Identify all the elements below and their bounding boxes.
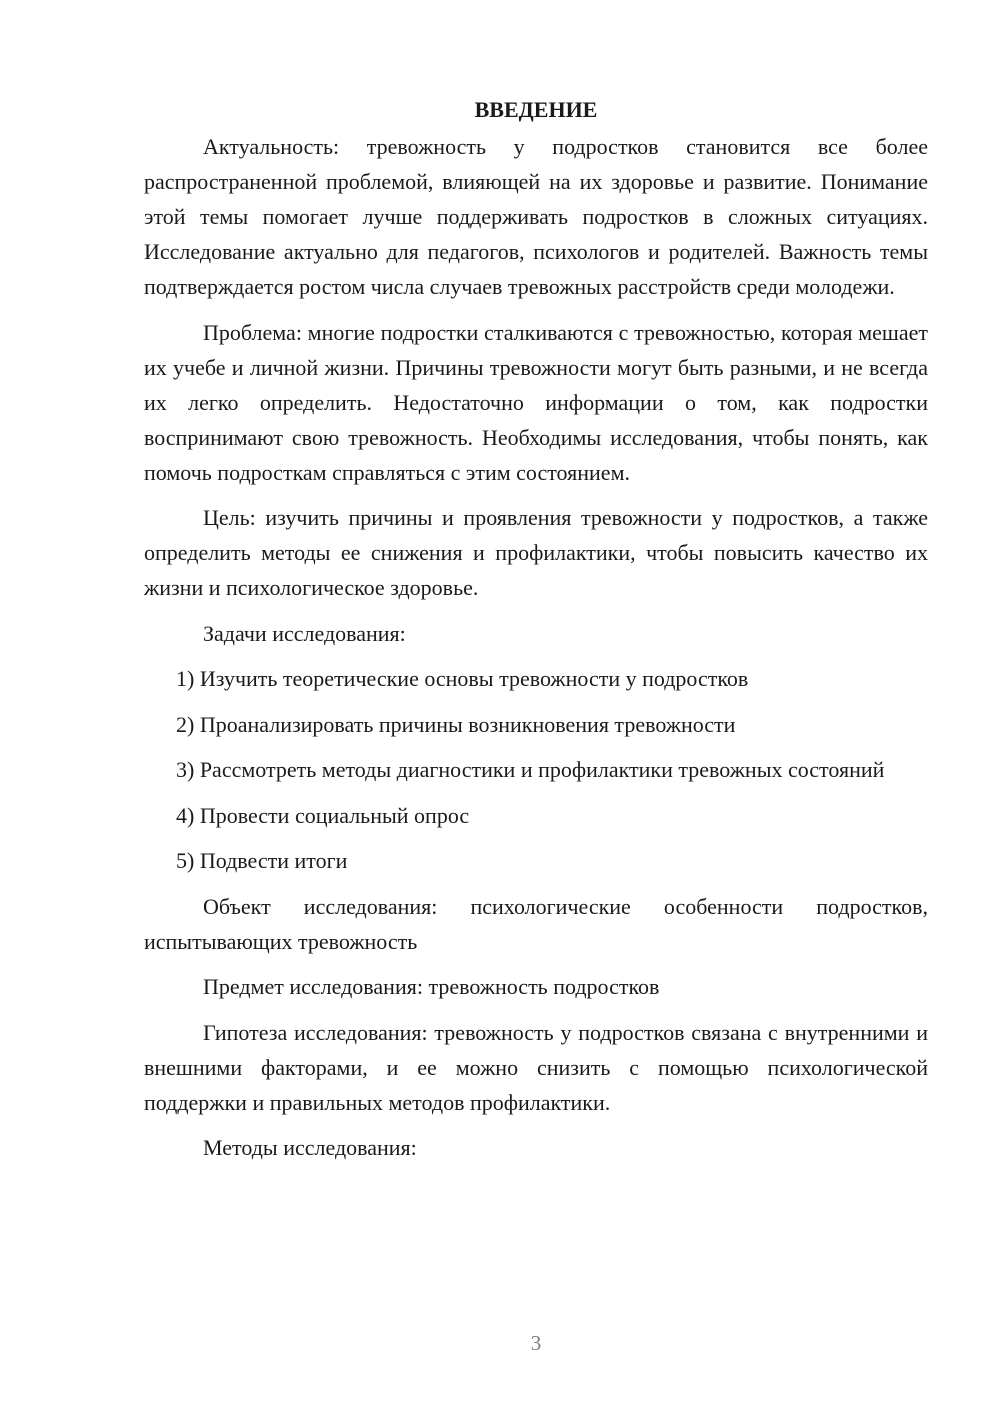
paragraph-goal: Цель: изучить причины и проявления тревожности у подростков, а также определить методы ее снижения и профилактики, чтобы повысить качество их жизни и психологическое здоровье. [144, 505, 928, 600]
list-item-task-3: 3) Рассмотреть методы диагностики и профилактики тревожных состояний [176, 757, 885, 782]
task-list [144, 661, 928, 878]
list-item-task-1: 1) Изучить теоретические основы тревожности у подростков [176, 666, 749, 691]
page-content [144, 92, 928, 1176]
list-item-task-4: 4) Провести социальный опрос [176, 802, 470, 828]
list-item-task-2: 2) Проанализировать причины возникновения тревожности [176, 711, 736, 737]
paragraph-object: Объект исследования: психологические особенности подростков, испытывающих тревожность [144, 893, 928, 954]
paragraph-tasks-intro: Задачи исследования: [203, 620, 406, 646]
paragraph-relevance: Актуальность: тревожность у подростков становится все более распространенной проблемой, влияющей на их здоровье и развитие. Понимание этой темы помогает лучше поддерживать подростков в сложных ситуациях. Исследование актуально для педагогов, психологов и родителей. Важность темы подтверждается ростом числа случаев тревожных расстройств среди молодежи. [144, 134, 928, 299]
paragraph-methods-intro: Методы исследования: [203, 1135, 417, 1160]
page-title: ВВЕДЕНИЕ [474, 97, 598, 122]
list-item-task-5: 5) Подвести итоги [176, 848, 348, 873]
paragraph-hypothesis: Гипотеза исследования: тревожность у подростков связана с внутренними и внешними факторами, и ее можно снизить с помощью психологической поддержки и правильных методов профилактики. [144, 1019, 928, 1115]
page-number: 3 [530, 1331, 542, 1355]
paragraph-subject: Предмет исследования: тревожность подростков [203, 974, 660, 999]
paragraph-problem: Проблема: многие подростки сталкиваются с тревожностью, которая мешает их учебе и личной жизни. Причины тревожности могут быть разными, и не всегда их легко определить. Недостаточно информации о том, как подростки воспринимают свою тревожность. Необходимы исследования, чтобы понять, как помочь подросткам справляться с этим состоянием. [144, 319, 928, 485]
